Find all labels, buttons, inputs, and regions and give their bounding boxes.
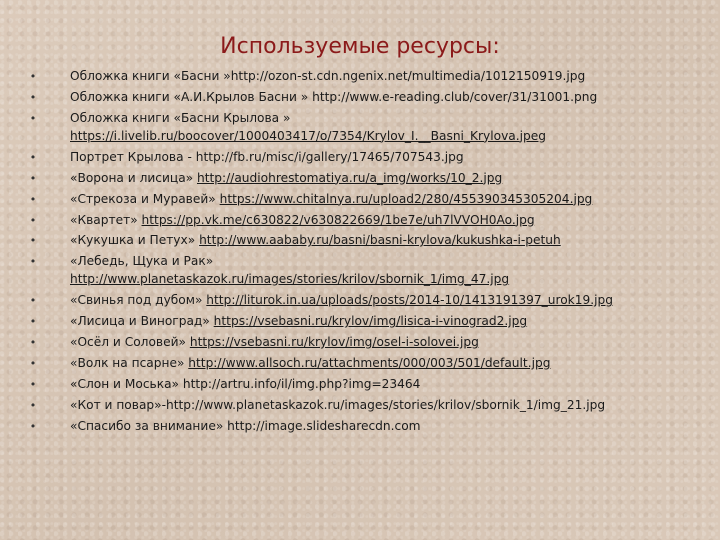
resource-item [28,232,708,250]
resource-label: «Волк на псарне» [70,356,189,370]
slide-title: Используемые ресурсы: [220,34,500,59]
resource-list [28,68,708,439]
resource-item [28,292,708,310]
resource-url: http://artru.info/il/img.php?img=23464 [182,376,421,391]
resource-item [28,170,708,188]
bullet-icon: • [29,255,37,269]
resource-label: «Кот и повар»- [70,397,167,412]
resource-item [28,110,708,145]
resource-label: Обложка книги «Басни Крылова » [70,110,295,125]
resource-item [28,376,708,394]
resource-url: http://image.slidesharecdn.com [227,418,421,433]
resource-label: «Спасибо за внимание» [70,418,228,433]
resource-link[interactable]: http://audiohrestomatiya.ru/a_img/works/10_2.jpg [197,170,503,185]
resource-label: Обложка книги «А.И.Крылов Басни » [70,89,313,104]
resource-url: http://www.planetaskazok.ru/images/stories/krilov/sbornik_1/img_21.jpg [166,397,606,412]
resource-label: «Кукушка и Петух» [70,233,200,248]
bullet-icon: • [29,171,37,185]
bullet-icon: • [29,192,37,206]
resource-label: «Лисица и Виноград» [70,314,214,329]
bullet-icon: • [29,315,37,329]
resource-url: http://fb.ru/misc/i/gallery/17465/707543.jpg [195,149,464,164]
resource-label: «Осёл и Соловей» [70,335,190,350]
bullet-icon: • [29,398,37,412]
resource-link[interactable]: http://liturok.in.ua/uploads/posts/2014-10/1413191397_urok19.jpg [206,293,613,308]
resource-label: «Стрекоза и Муравей» [70,191,220,206]
bullet-icon: • [29,150,37,164]
resource-item [28,191,708,209]
resource-link[interactable]: https://pp.vk.me/c630822/v630822669/1be7e/uh7lVVOH0Ao.jpg [141,212,535,227]
resource-item [28,355,708,373]
resource-link[interactable]: http://www.allsoch.ru/attachments/000/003/501/default.jpg [188,356,551,370]
bullet-icon: • [29,357,37,370]
resource-item [28,149,708,167]
resource-item [28,418,708,436]
bullet-icon: • [29,336,37,350]
resource-label: Портрет Крылова - [70,149,196,164]
resource-label: «Квартет» [70,212,142,227]
resource-item [28,68,708,86]
resource-link[interactable]: https://vsebasni.ru/krylov/img/osel-i-solovei.jpg [189,335,479,350]
resource-url: http://www.e-reading.club/cover/31/31001.png [312,89,598,104]
bullet-icon: • [29,377,37,391]
resource-link[interactable]: http://www.aababy.ru/basni/basni-krylova/kukushka-i-petuh [199,233,561,248]
resource-item [28,212,708,230]
resource-label: Обложка книги «Басни » [70,69,231,83]
resource-item [28,313,708,331]
bullet-icon: • [29,234,37,248]
resource-link[interactable]: http://www.planetaskazok.ru/images/stories/krilov/sbornik_1/img_47.jpg [70,272,510,287]
resource-label: «Свинья под дубом» [70,293,207,308]
resource-link[interactable]: https://i.livelib.ru/boocover/1000403417/o/7354/Krylov_I.__Basni_Krylova.jpeg [70,128,546,143]
bullet-icon: • [29,70,37,83]
bullet-icon: • [29,419,37,433]
resource-label: «Лебедь, Щука и Рак» [70,254,218,269]
resource-link[interactable]: https://www.chitalnya.ru/upload2/280/455390345305204.jpg [219,191,593,206]
bullet-icon: • [29,90,37,104]
resource-item [28,253,708,288]
bullet-icon: • [29,111,37,125]
resource-item [28,397,708,415]
bullet-icon: • [29,294,37,308]
resource-url: http://ozon-st.cdn.ngenix.net/multimedia/1012150919.jpg [230,69,586,83]
resource-label: «Слон и Моська» [70,376,183,391]
resource-label: «Ворона и лисица» [70,170,197,185]
resource-item [28,89,708,107]
bullet-icon: • [29,213,37,227]
resource-link[interactable]: https://vsebasni.ru/krylov/img/lisica-i-vinograd2.jpg [213,314,528,329]
resource-item [28,334,708,352]
